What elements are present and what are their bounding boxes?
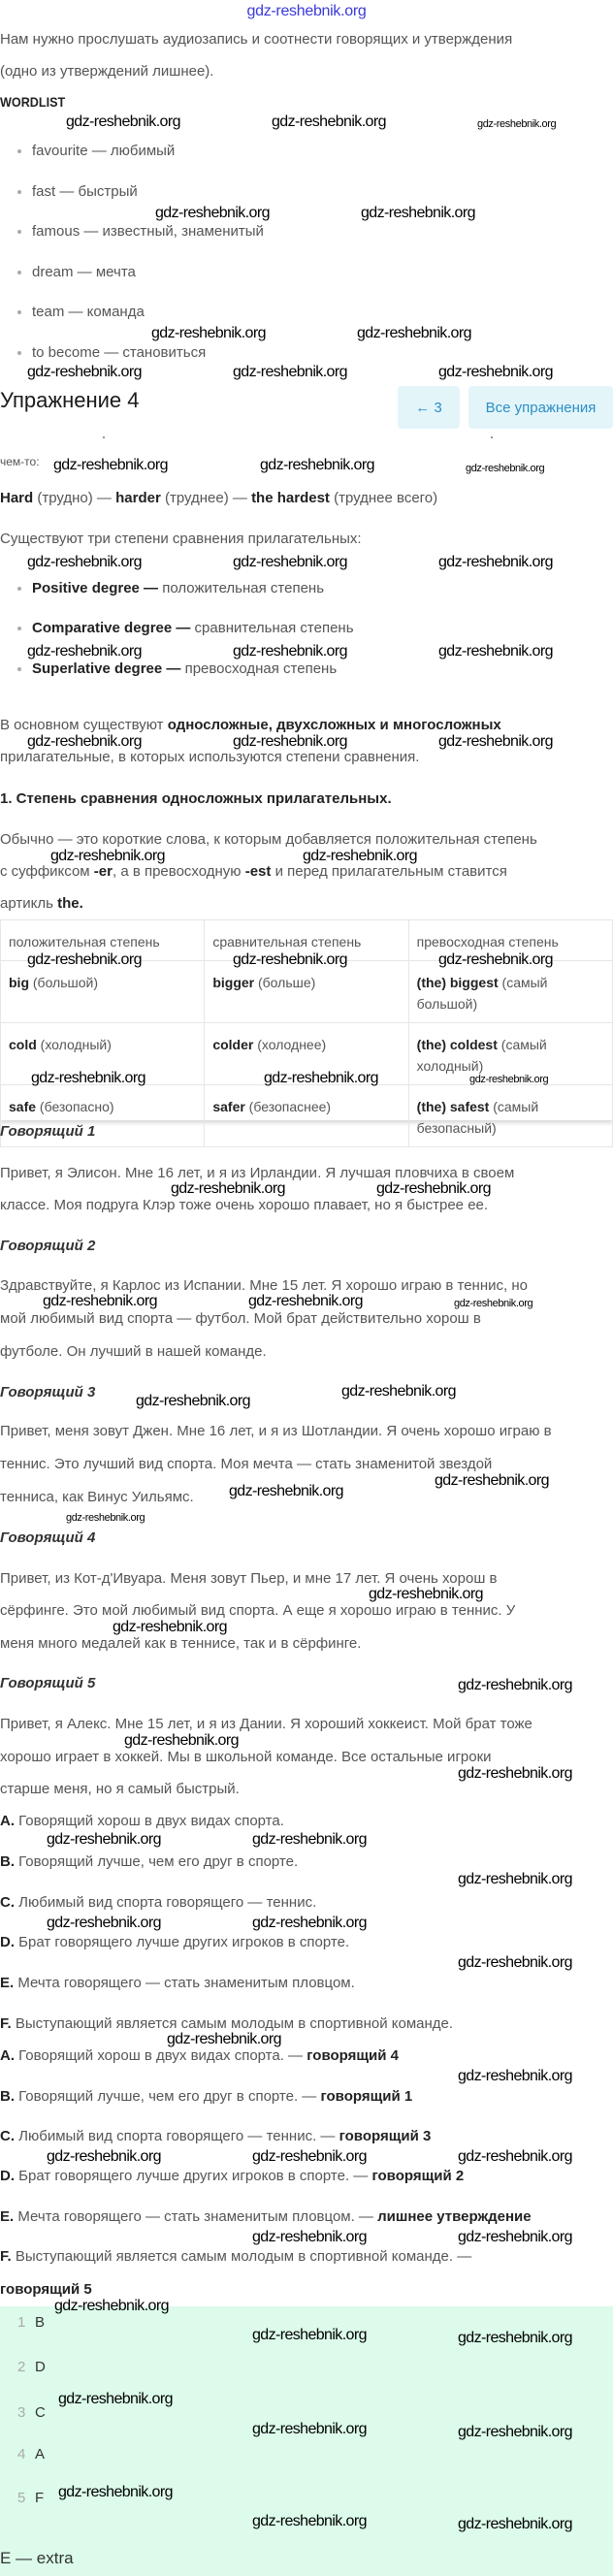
answer-letter: D. [0, 2168, 15, 2184]
main-text: прилагательные, в которых используются степени сравнения. [0, 749, 420, 765]
cell-word: cold [9, 1037, 37, 1052]
degree-name: Superlative degree — [32, 660, 181, 677]
main-text [0, 718, 501, 733]
statement-letter: E. [0, 1975, 15, 1991]
watermark: gdz-reshebnik.org [438, 364, 553, 380]
watermark: gdz-reshebnik.org [458, 2229, 572, 2245]
answer-text: Любимый вид спорта говорящего — теннис. — [15, 2128, 339, 2144]
watermark: gdz-reshebnik.org [252, 1915, 367, 1931]
bullet-icon [17, 310, 21, 314]
watermark: gdz-reshebnik.org [43, 1293, 157, 1309]
watermark: gdz-reshebnik.org [458, 2330, 572, 2346]
watermark: gdz-reshebnik.org [264, 1070, 378, 1086]
statement [0, 1895, 316, 1911]
answer-letter: C. [0, 2128, 15, 2144]
watermark: gdz-reshebnik.org [27, 554, 142, 570]
watermark: gdz-reshebnik.org [252, 1831, 367, 1848]
watermark: gdz-reshebnik.org [272, 113, 386, 130]
answer-text: Говорящий лучше, чем его друг в спорте. — [15, 2088, 321, 2105]
speaker-text: футболе. Он лучший в нашей команде. [0, 1343, 267, 1360]
wordlist-item: to become — становиться [32, 344, 207, 361]
bold-text: -est [244, 863, 272, 880]
cell-translation: (холоднее) [253, 1037, 327, 1052]
watermark: gdz-reshebnik.org [53, 457, 168, 473]
watermark: gdz-reshebnik.org [466, 463, 545, 474]
prev-exercise-button[interactable]: ← 3 [398, 386, 460, 429]
speaker-text: Здравствуйте, я Карлос из Испании. Мне 15 лет. Я хорошо играю в теннис, но [0, 1277, 528, 1294]
answer-value: говорящий 1 [320, 2088, 413, 2105]
cell-translation: (безопасно) [36, 1099, 114, 1114]
watermark: gdz-reshebnik.org [151, 325, 266, 341]
speaker-text: хорошо играет в хоккей. Мы в школьной команде. Все остальные игроки [0, 1749, 492, 1765]
answer [0, 2089, 412, 2105]
wordlist-title: WORDLIST [0, 94, 66, 110]
text: В основном существуют [0, 717, 168, 733]
intro-line: Нам нужно прослушать аудиозапись и соотнести говорящих и утверждения [0, 31, 513, 48]
bullet-icon [17, 627, 21, 630]
answer-text: Брат говорящего лучше других игроков в спорте. — [15, 2168, 372, 2184]
watermark: gdz-reshebnik.org [27, 733, 142, 750]
speaker-text: сёрфинге. Это мой любимый вид спорта. А еще я хорошо играю в теннис. У [0, 1602, 516, 1619]
bold-text: the. [57, 895, 83, 912]
table-cell [408, 961, 612, 1023]
statement-letter: D. [0, 1934, 15, 1950]
statement-text: Мечта говорящего — стать знаменитым пловцом. [14, 1975, 355, 1991]
key-letter: D [35, 2359, 46, 2375]
key-number: 1 [17, 2314, 26, 2331]
degrees-intro: Существуют три степени сравнения прилагательных: [0, 531, 362, 547]
cell-word: (the) biggest [416, 975, 499, 990]
statement [0, 1854, 298, 1870]
speaker-text: Привет, из Кот-д'Ивуара. Меня зовут Пьер, и мне 17 лет. Я очень хорош в [0, 1570, 498, 1587]
watermark: gdz-reshebnik.org [458, 1954, 572, 1971]
watermark: gdz-reshebnik.org [435, 1472, 549, 1489]
degree-desc: положительная степень [158, 580, 325, 596]
divider-dot [103, 436, 105, 438]
answer [0, 2048, 399, 2064]
speaker-text: Привет, я Элисон. Мне 16 лет, и я из Ирландии. Я лучшая пловчиха в своем [0, 1165, 515, 1181]
cell-word: colder [212, 1037, 254, 1052]
text: , а в превосходную [112, 863, 245, 880]
answer [0, 2169, 464, 2184]
watermark: gdz-reshebnik.org [454, 1298, 533, 1309]
degree-item [32, 581, 324, 596]
speaker-text: меня много медалей как в теннисе, так и в сёрфинге. [0, 1635, 362, 1652]
example-line [0, 491, 437, 506]
answer-value: лишнее утверждение [377, 2208, 532, 2225]
watermark: gdz-reshebnik.org [233, 364, 347, 380]
speaker-text: классе. Моя подруга Клэр тоже очень хорошо плавает, но я быстрее ее. [0, 1197, 489, 1213]
speaker-text: Привет, я Алекс. Мне 15 лет, и я из Дании. Я хороший хоккеист. Мой брат тоже [0, 1716, 532, 1732]
watermark: gdz-reshebnik.org [124, 1732, 239, 1749]
watermark: gdz-reshebnik.org [50, 848, 165, 864]
site-watermark-title: gdz-reshebnik.org [246, 3, 367, 19]
bullet-icon [17, 667, 21, 671]
watermark: gdz-reshebnik.org [252, 2327, 367, 2343]
speaker-text: тенниса, как Винус Уильямс. [0, 1489, 194, 1505]
table-cell [205, 961, 408, 1023]
watermark: gdz-reshebnik.org [252, 2513, 367, 2529]
example-word: Hard [0, 490, 34, 506]
bullet-icon [17, 587, 21, 591]
watermark: gdz-reshebnik.org [167, 2031, 281, 2047]
key-number: 4 [17, 2446, 26, 2463]
answer [0, 2249, 471, 2265]
bullet-icon [17, 351, 21, 355]
watermark: gdz-reshebnik.org [47, 1915, 161, 1931]
watermark: gdz-reshebnik.org [229, 1483, 343, 1499]
key-letter: C [35, 2404, 46, 2421]
degree-name: Comparative degree — [32, 620, 191, 636]
speaker-text: Привет, меня зовут Джен. Мне 16 лет, и я из Шотландии. Я очень хорошо играю в [0, 1423, 552, 1439]
table-row [1, 961, 613, 1023]
example-text: (трудно) — [33, 490, 116, 506]
watermark: gdz-reshebnik.org [233, 643, 347, 660]
watermark: gdz-reshebnik.org [58, 2484, 173, 2500]
watermark: gdz-reshebnik.org [458, 2068, 572, 2084]
section-title: 1. Степень сравнения односложных прилагательных. [0, 790, 392, 807]
answer-letter: E. [0, 2208, 15, 2225]
answer [0, 2129, 431, 2144]
watermark: gdz-reshebnik.org [54, 2298, 169, 2314]
table-cell [1, 961, 205, 1023]
statement [0, 1976, 355, 1991]
answer-text: Говорящий хорош в двух видах спорта. — [15, 2047, 307, 2064]
degree-desc: сравнительная степень [190, 620, 354, 636]
answer-value: говорящий 5 [0, 2281, 92, 2298]
watermark: gdz-reshebnik.org [66, 1512, 145, 1524]
bold-text: односложные, двухсложных и многосложных [167, 717, 501, 733]
key-number: 2 [17, 2359, 26, 2375]
table-header: положительная степень [1, 920, 205, 961]
answer [0, 2209, 532, 2225]
watermark: gdz-reshebnik.org [458, 1765, 572, 1782]
watermark: gdz-reshebnik.org [27, 643, 142, 660]
speaker-title: Говорящий 3 [0, 1384, 96, 1401]
watermark: gdz-reshebnik.org [303, 848, 417, 864]
table-cell [408, 1085, 612, 1147]
example-word: the hardest [251, 490, 330, 506]
wordlist-item: team — команда [32, 304, 145, 320]
cell-word: safer [212, 1099, 245, 1114]
cell-translation: (самый большой) [416, 975, 548, 1012]
statement [0, 1935, 349, 1950]
statement-text: Выступающий является самым молодым в спортивной команде. [11, 2015, 454, 2032]
watermark: gdz-reshebnik.org [260, 457, 374, 473]
bold-text: -er [93, 863, 113, 880]
watermark: gdz-reshebnik.org [458, 1871, 572, 1887]
answer-key-box [0, 2306, 613, 2576]
speaker-title: Говорящий 5 [0, 1675, 96, 1691]
watermark: gdz-reshebnik.org [171, 1180, 285, 1197]
speaker-title: Говорящий 1 [0, 1123, 96, 1140]
example-word: harder [115, 490, 161, 506]
table-header: сравнительная степень [205, 920, 408, 961]
statement-letter: B. [0, 1853, 15, 1870]
wordlist-item: famous — известный, знаменитый [32, 223, 264, 240]
cell-translation: (большой) [29, 975, 99, 990]
watermark: gdz-reshebnik.org [458, 1677, 572, 1693]
watermark: gdz-reshebnik.org [252, 2148, 367, 2165]
table-header: превосходная степень [408, 920, 612, 961]
watermark: gdz-reshebnik.org [458, 2516, 572, 2532]
cell-translation: (безопаснее) [244, 1099, 332, 1114]
cell-word: (the) coldest [416, 1037, 498, 1052]
statement-letter: A. [0, 1813, 15, 1829]
watermark: gdz-reshebnik.org [47, 2148, 161, 2165]
answer-value: говорящий 2 [371, 2168, 465, 2184]
degree-item [32, 661, 337, 677]
rule-text [0, 896, 83, 912]
watermark: gdz-reshebnik.org [252, 2421, 367, 2437]
cell-word: bigger [212, 975, 255, 990]
speaker-text: теннис. Это лучший вид спорта. Моя мечта — стать знаменитой звездой [0, 1456, 493, 1472]
statement [0, 2016, 453, 2032]
watermark: gdz-reshebnik.org [458, 2148, 572, 2165]
cell-translation: (самый холодный) [416, 1037, 547, 1074]
statement-text: Говорящий лучше, чем его друг в спорте. [15, 1853, 299, 1870]
watermark: gdz-reshebnik.org [438, 951, 553, 968]
key-letter: A [35, 2446, 46, 2463]
watermark: gdz-reshebnik.org [376, 1180, 491, 1197]
wordlist-item: favourite — любимый [32, 143, 176, 159]
wordlist-item: dream — мечта [32, 264, 136, 280]
key-letter: B [35, 2314, 46, 2331]
answer-letter: F. [0, 2248, 12, 2265]
watermark: gdz-reshebnik.org [27, 364, 142, 380]
cell-translation: (холодный) [36, 1037, 112, 1052]
rule-text: Обычно — это короткие слова, к которым добавляется положительная степень [0, 831, 537, 848]
answer-value: говорящий 4 [306, 2047, 399, 2064]
intro-line: (одно из утверждений лишнее). [0, 63, 214, 80]
statement [0, 1814, 284, 1829]
watermark: gdz-reshebnik.org [233, 951, 347, 968]
watermark: gdz-reshebnik.org [66, 113, 180, 130]
example-text: (труднее всего) [329, 490, 438, 506]
bullet-icon [17, 230, 21, 234]
watermark: gdz-reshebnik.org [252, 2229, 367, 2245]
watermark: gdz-reshebnik.org [438, 554, 553, 570]
divider-dot [491, 436, 493, 438]
watermark: gdz-reshebnik.org [341, 1383, 456, 1400]
watermark: gdz-reshebnik.org [477, 118, 557, 130]
speaker-text: старше меня, но я самый быстрый. [0, 1781, 240, 1797]
watermark: gdz-reshebnik.org [438, 643, 553, 660]
text: и перед прилагательным ставится [271, 863, 507, 880]
degree-desc: превосходная степень [180, 660, 338, 677]
watermark: gdz-reshebnik.org [361, 205, 475, 221]
cell-translation: (больше) [254, 975, 316, 990]
cell-translation: (самый безопасный) [416, 1099, 539, 1136]
text: с суффиксом [0, 863, 94, 880]
statement-letter: F. [0, 2015, 12, 2032]
cut-text: чем-то: [0, 455, 40, 468]
watermark: gdz-reshebnik.org [469, 1074, 549, 1085]
statement-text: Брат говорящего лучше других игроков в спорте. [15, 1934, 350, 1950]
cell-word: safe [9, 1099, 37, 1114]
watermark: gdz-reshebnik.org [113, 1619, 227, 1635]
answer-text: Мечта говорящего — стать знаменитым пловцом. — [14, 2208, 378, 2225]
bullet-icon [17, 190, 21, 194]
key-letter: F [35, 2490, 45, 2506]
answer-value: говорящий 3 [339, 2128, 432, 2144]
cell-word: (the) safest [416, 1099, 490, 1114]
watermark: gdz-reshebnik.org [27, 951, 142, 968]
speaker-title: Говорящий 4 [0, 1530, 96, 1546]
key-extra: E — extra [0, 2549, 74, 2567]
watermark: gdz-reshebnik.org [248, 1293, 363, 1309]
degree-item [32, 621, 354, 636]
speaker-text: мой любимый вид спорта — футбол. Мой брат действительно хорош в [0, 1310, 481, 1327]
statement-letter: C. [0, 1894, 15, 1911]
wordlist-item: fast — быстрый [32, 183, 138, 200]
key-number: 3 [17, 2404, 26, 2421]
statement-text: Любимый вид спорта говорящего — теннис. [15, 1894, 317, 1911]
table-cell [205, 1085, 408, 1147]
bullet-icon [17, 149, 21, 153]
example-text: (труднее) — [160, 490, 252, 506]
watermark: gdz-reshebnik.org [233, 554, 347, 570]
watermark: gdz-reshebnik.org [438, 733, 553, 750]
exercise-title: Упражнение 4 [0, 388, 140, 412]
watermark: gdz-reshebnik.org [369, 1586, 483, 1602]
watermark: gdz-reshebnik.org [155, 205, 270, 221]
watermark: gdz-reshebnik.org [136, 1393, 250, 1409]
cell-word: big [9, 975, 29, 990]
speaker-title: Говорящий 2 [0, 1238, 96, 1254]
answer-text: Выступающий является самым молодым в спортивной команде. — [11, 2248, 472, 2265]
bullet-icon [17, 271, 21, 274]
key-number: 5 [17, 2490, 26, 2506]
rule-text [0, 864, 507, 880]
watermark: gdz-reshebnik.org [31, 1070, 145, 1086]
watermark: gdz-reshebnik.org [47, 1831, 161, 1848]
watermark: gdz-reshebnik.org [458, 2424, 572, 2440]
answer-letter: B. [0, 2088, 15, 2105]
statement-text: Говорящий хорош в двух видах спорта. [15, 1813, 284, 1829]
degree-name: Positive degree — [32, 580, 159, 596]
watermark: gdz-reshebnik.org [233, 733, 347, 750]
text: артикль [0, 895, 58, 912]
answer-letter: A. [0, 2047, 15, 2064]
all-exercises-button[interactable]: Все упражнения [468, 386, 613, 429]
watermark: gdz-reshebnik.org [357, 325, 471, 341]
watermark: gdz-reshebnik.org [58, 2391, 173, 2407]
